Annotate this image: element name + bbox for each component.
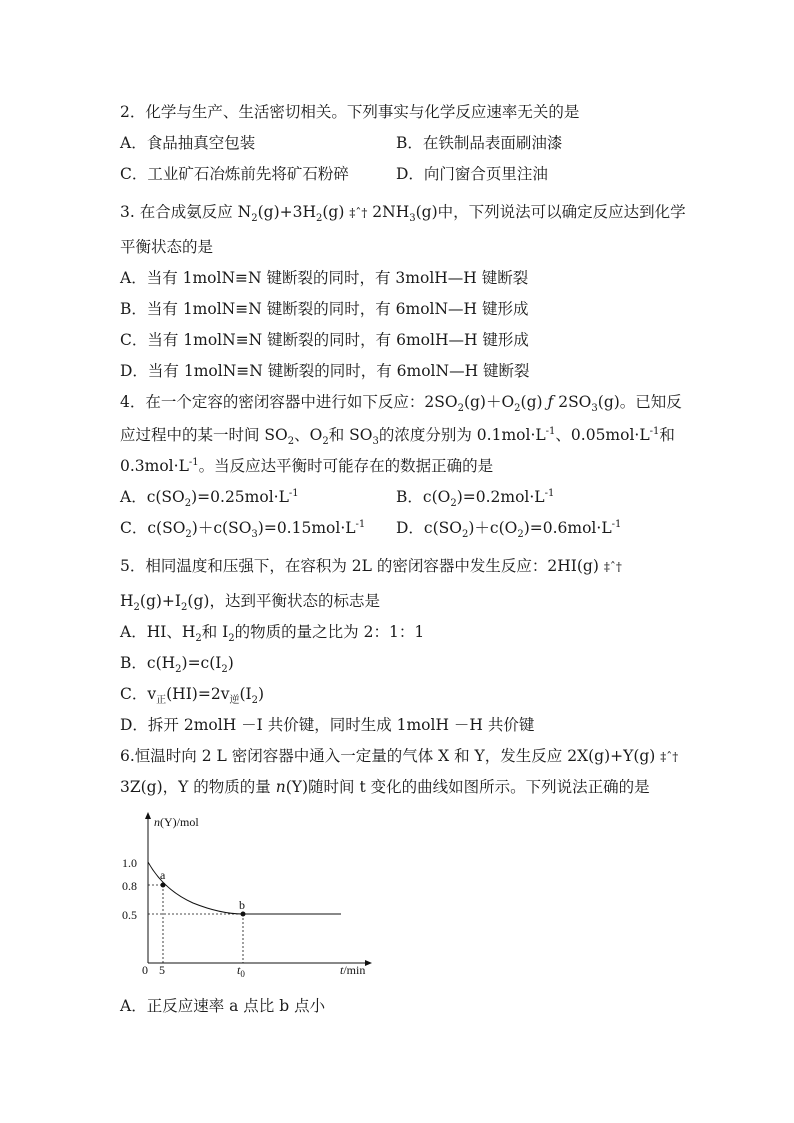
q4-option-a: A．$c(SO_2)=0.25mol\cdot L^{-1}$ [120,487,299,510]
q5-stem-line1: 5．相同温度和压强下，在容积为 2L 的密闭容器中发生反应：2HI(g) ‡ˆ† [120,557,622,575]
y-axis-label: n(Y)/mol [154,815,199,829]
q3-stem-line2: 平衡状态的是 [120,238,214,256]
q5-option-c: C．$v_正(HI)=2v_逆(I_2)$ [120,685,265,707]
q4-option-b: B．$c(O_2)=0.2mol\cdot L^{-1}$ [396,487,555,510]
equilibrium-arrow-symbol: ‡ˆ† [349,206,368,220]
x-axis-label: t/min [340,963,366,977]
x-tick-label: 5 [159,963,165,977]
equilibrium-symbol: ƒ [547,393,554,411]
point-a-label: a [160,868,166,882]
ny-vs-time-graph [118,808,380,978]
q2-option-c: C．工业矿石冶炼前先将矿石粉碎 [120,165,349,183]
q3-option-c: C．当有 1molN≡N 键断裂的同时，有 6molH—H 键形成 [120,331,529,349]
x-tick-label: 0 [142,963,148,977]
equilibrium-arrow-symbol: ‡ˆ† [660,750,679,764]
point-b-marker [241,912,246,917]
q2-stem: 2．化学与生产、生活密切相关。下列事实与化学反应速率无关的是 [120,103,580,121]
q4-option-d: D．$c(SO_2)+c(O_2)=0.6mol\cdot L^{-1}$ [396,518,622,541]
point-b-label: b [239,898,245,912]
q4-stem-line3: $0.3mol\cdot L^{-1}$。当反应达平衡时可能存在的数据正确的是 [120,456,494,475]
y-tick-label: 0.8 [122,879,137,893]
q4-stem-line1: 4．在一个定容的密闭容器中进行如下反应：$2SO_2(g)+O_2(g)$ ƒ $2SO_3(g)$。已知反 [120,393,682,415]
q3-option-d: D．当有 1molN≡N 键断裂的同时，有 6molN—H 键断裂 [120,362,530,380]
q3-option-b: B．当有 1molN≡N 键断裂的同时，有 6molN—H 键形成 [120,300,529,318]
point-a-marker [161,883,166,888]
y-axis-arrow-icon [145,812,151,819]
q6-stem-line1: 6.恒温时向 2 L 密闭容器中通入一定量的气体 X 和 Y，发生反应 2X(g)+Y(g) ‡ˆ† [120,747,679,765]
y-tick-label: 0.5 [122,908,137,922]
q4-option-c: C．$c(SO_2)+c(SO_3)=0.15mol\cdot L^{-1}$ [120,518,366,541]
q2-option-a: A．食品抽真空包装 [120,134,256,152]
q6-stem-line2: 3Z(g)，Y 的物质的量 n(Y)随时间 t 变化的曲线如图所示。下列说法正确的是 [120,778,650,796]
q5-stem-line2: $H_2(g)+I_2(g)$，达到平衡状态的标志是 [120,592,380,614]
q2-option-b: B．在铁制品表面刷油漆 [396,134,563,152]
x-axis-arrow-icon [365,960,372,966]
q3-option-a: A．当有 1molN≡N 键断裂的同时，有 3molH—H 键断裂 [120,269,529,287]
q4-stem-line2: 应过程中的某一时间 $SO_2$、$O_2$和 $SO_3$的浓度分别为 $0.1mol\cdot L^{-1}$、$0.05mol\cdot L^{-1}$和 [120,425,675,448]
y-tick-label: 1.0 [122,856,137,870]
q2-option-d: D．向门窗合页里注油 [396,165,548,183]
q5-option-b: B．$c(H_2)=c(I_2)$ [120,654,234,676]
equilibrium-arrow-symbol: ‡ˆ† [603,560,622,574]
q3-stem-line1: 3. 在合成氨反应 $N_2(g)+3H_2(g)$ ‡ˆ† $2NH_3(g)$中，下列说法可以确定反应达到化学 [120,203,686,225]
q5-option-a: A．HI、$H_2$和 $I_2$的物质的量之比为 2：1：1 [120,623,425,645]
q6-option-a: A．正反应速率 a 点比 b 点小 [120,997,326,1015]
q5-option-d: D．拆开 2molH －I 共价键，同时生成 1molH －H 共价键 [120,716,535,734]
x-tick-label-t0: $t_0$ [237,963,245,978]
